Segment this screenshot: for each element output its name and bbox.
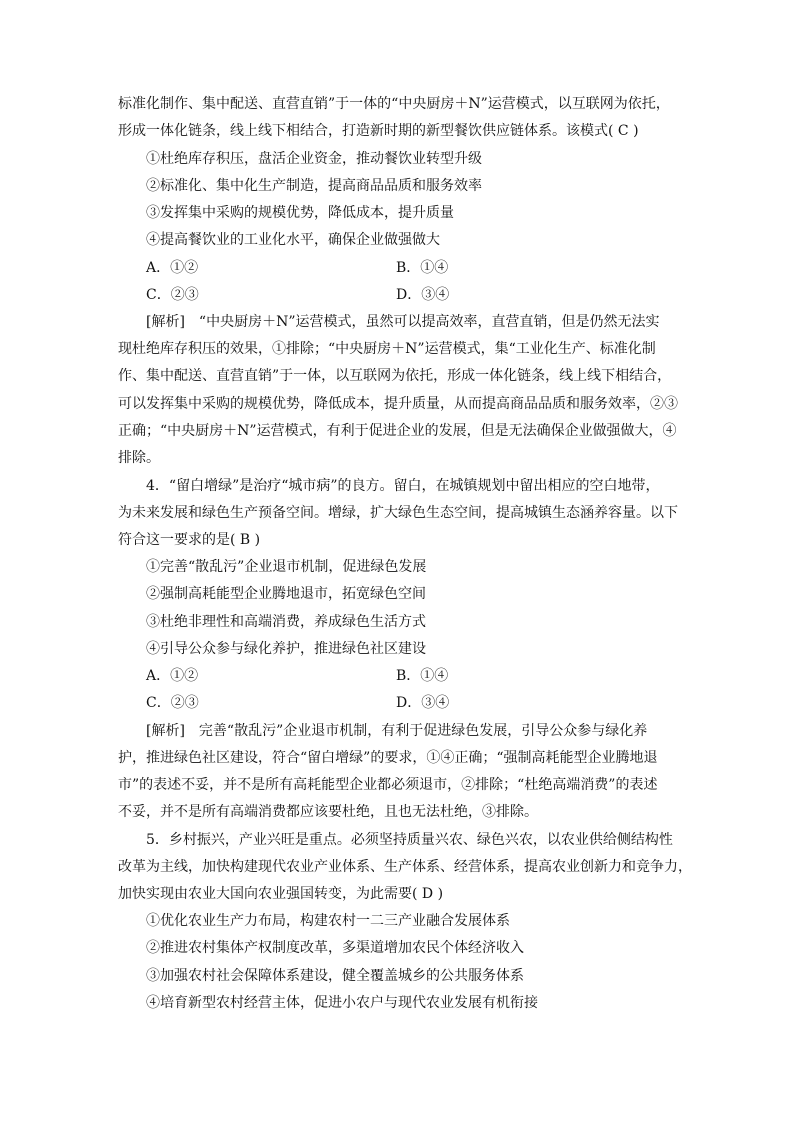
question-4-option-1: ①完善“散乱污”企业退市机制，促进绿色发展 [146,559,427,575]
question-3-choice-b: B．①④ [396,260,449,276]
question-4-option-2: ②强制高耗能型企业腾地退市，拓宽绿色空间 [146,586,426,602]
question-3-stem-line-1: 标准化制作、集中配送、直营直销”于一体的“中央厨房＋N”运营模式，以互联网为依托， [118,96,670,112]
question-3-analysis-line-6: 排除。 [118,450,160,466]
question-4-choice-b: B．①④ [396,668,449,684]
question-3-option-4: ④提高餐饮业的工业化水平，确保企业做强做大 [146,232,440,248]
question-3-choice-c: C．②③ [146,287,199,303]
question-5-stem-line-1: 5．乡村振兴，产业兴旺是重点。必须坚持质量兴农、绿色兴农，以农业供给侧结构性 [146,832,673,848]
question-5-option-4: ④培育新型农村经营主体，促进小农户与现代农业发展有机衔接 [146,995,538,1011]
question-4-stem-line-2: 为未来发展和绿色生产预备空间。增绿，扩大绿色生态空间，提高城镇生态涵养容量。以下 [118,505,678,521]
question-4-stem-line-3: 符合这一要求的是( B ) [118,532,261,548]
question-3-choice-a: A．①② [146,260,199,276]
question-4-analysis-line-2: 护，推进绿色社区建设，符合“留白增绿”的要求，①④正确；“强制高耗能型企业腾地退 [118,750,658,766]
question-3-stem-line-2: 形成一体化链条，线上线下相结合，打造新时期的新型餐饮供应链体系。该模式( C ) [118,123,639,139]
question-4-option-4: ④引导公众参与绿化养护，推进绿色社区建设 [146,641,426,657]
question-3-analysis-line-4: 可以发挥集中采购的规模优势，降低成本，提升质量，从而提高商品品质和服务效率，②③ [118,396,678,412]
question-5-option-2: ②推进农村集体产权制度改革，多渠道增加农民个体经济收入 [146,940,524,956]
question-4-choice-c: C．②③ [146,695,199,711]
question-4-stem-line-1: 4．“留白增绿”是治疗“城市病”的良方。留白，在城镇规划中留出相应的空白地带， [146,478,660,494]
question-4-analysis-line-4: 不妥，并不是所有高端消费都应该要杜绝，且也无法杜绝，③排除。 [118,804,538,820]
question-3-option-2: ②标准化、集中化生产制造，提高商品品质和服务效率 [146,178,482,194]
question-4-choice-a: A．①② [146,668,199,684]
question-5-stem-line-3: 加快实现由农业大国向农业强国转变，为此需要( D ) [118,886,444,902]
question-3-analysis-line-1: [解析] “中央厨房＋N”运营模式，虽然可以提高效率，直营直销，但是仍然无法实 [146,314,660,330]
question-4-choice-d: D．③④ [396,695,450,711]
question-3-option-1: ①杜绝库存积压，盘活企业资金，推动餐饮业转型升级 [146,151,482,167]
question-4-option-3: ③杜绝非理性和高端消费，养成绿色生活方式 [146,614,426,630]
question-3-analysis-line-2: 现杜绝库存积压的效果，①排除；“中央厨房＋N”运营模式，集“工业化生产、标准化制 [118,341,656,357]
question-5-stem-line-2: 改革为主线，加快构建现代农业产业体系、生产体系、经营体系，提高农业创新力和竞争力， [118,859,692,875]
question-3-option-3: ③发挥集中采购的规模优势，降低成本，提升质量 [146,205,454,221]
question-3-analysis-line-5: 正确；“中央厨房＋N”运营模式，有利于促进企业的发展，但是无法确保企业做强做大，④ [118,423,677,439]
question-5-option-1: ①优化农业生产力布局，构建农村一二三产业融合发展体系 [146,913,510,929]
question-5-option-3: ③加强农村社会保障体系建设，健全覆盖城乡的公共服务体系 [146,968,524,984]
question-4-analysis-line-3: 市”的表述不妥，并不是所有高耗能型企业都必须退市，②排除；“杜绝高端消费”的表述 [118,777,658,793]
question-4-analysis-line-1: [解析] 完善“散乱污”企业退市机制，有利于促进绿色发展，引导公众参与绿化养 [146,723,648,739]
question-3-choice-d: D．③④ [396,287,450,303]
question-3-analysis-line-3: 作、集中配送、直营直销”于一体，以互联网为依托，形成一体化链条，线上线下相结合， [118,368,672,384]
